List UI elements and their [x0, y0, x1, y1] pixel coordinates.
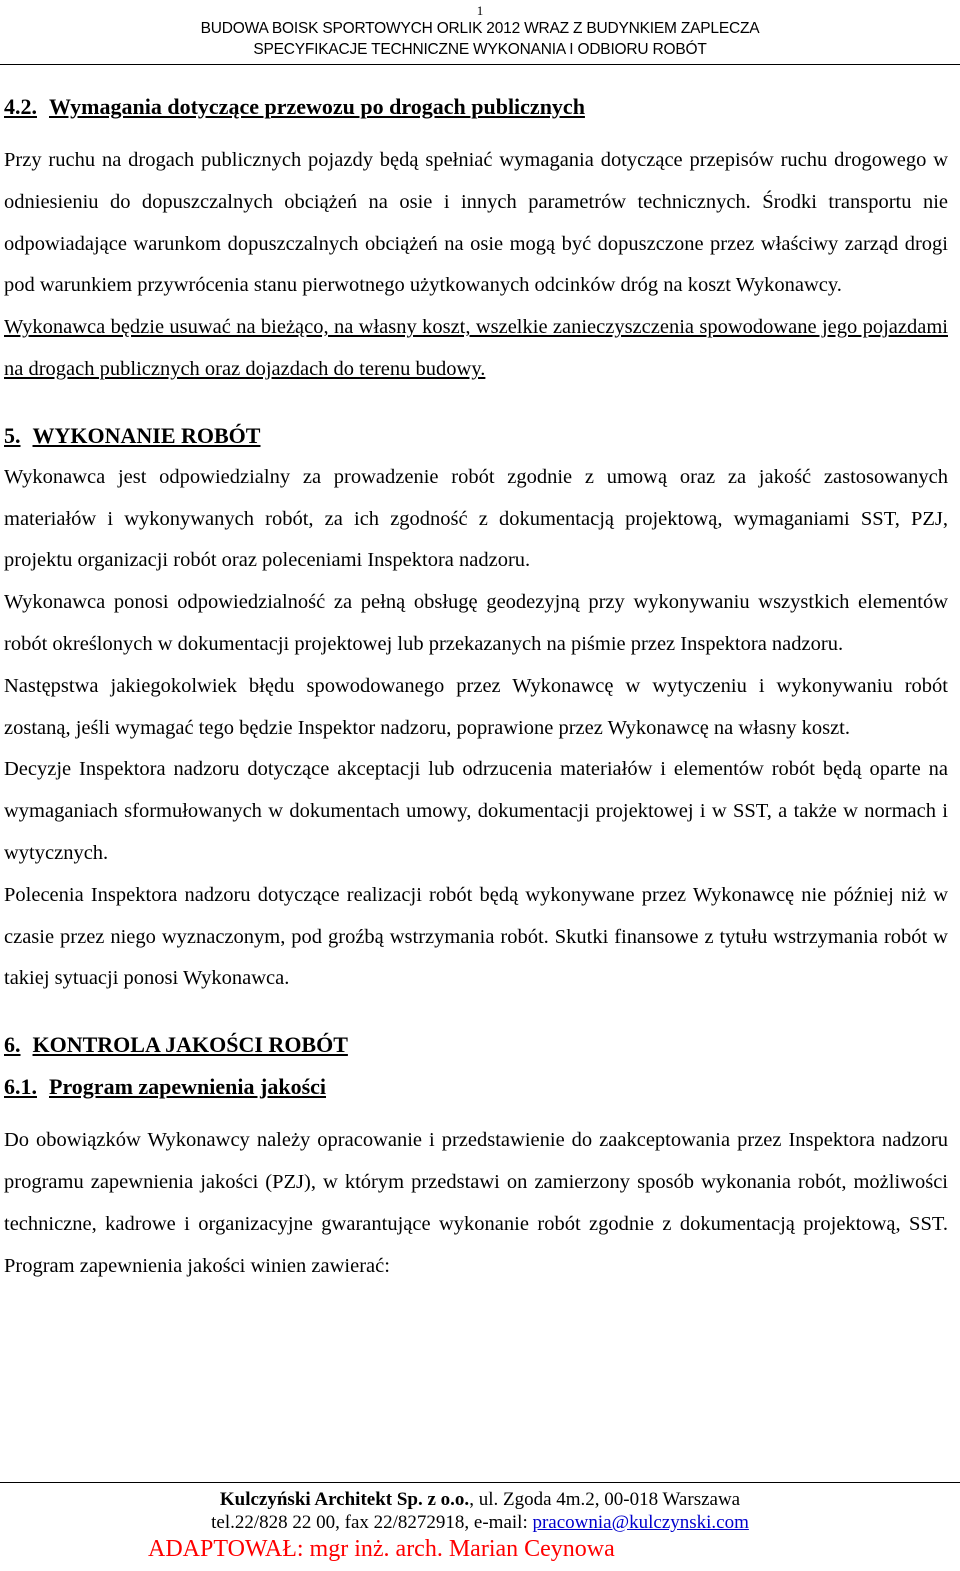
document-body — [4, 86, 948, 1287]
heading-6-1 — [4, 1066, 948, 1108]
heading-5-number: 5. — [4, 422, 21, 448]
footer-company-line — [0, 1483, 960, 1511]
paragraph-5-5: Polecenia Inspektora nadzoru dotyczące realizacji robót będą wykonywane przez Wykonawcę nie później niż w czasie przez niego wyznaczonym, pod groźbą wstrzymania robót. Skutki finansowe z tytułu wstrzymania robót w takiej sytuacji ponosi Wykonawca. — [4, 883, 948, 990]
paragraph-5-2: Wykonawca ponosi odpowiedzialność za pełną obsługę geodezyjną przy wykonywaniu wszystkich elementów robót określonych w dokumentacji projektowej lub przekazanych na piśmie przez Inspektora nadzoru. — [4, 591, 948, 655]
header-spec-title: SPECYFIKACJE TECHNICZNE WYKONANIA I ODBIORU ROBÓT — [253, 41, 707, 58]
footer-address: , ul. Zgoda 4m.2, 00-018 Warszawa — [469, 1489, 741, 1510]
footer-company: Kulczyński Architekt Sp. z o.o. — [219, 1489, 470, 1510]
paragraph-4-2-2: Wykonawca będzie usuwać na bieżąco, na własny koszt, wszelkie zanieczyszczenia spowodowane jego pojazdami na drogach publicznych oraz dojazdach do terenu budowy. — [4, 316, 948, 380]
paragraph-5-4: Decyzje Inspektora nadzoru dotyczące akceptacji lub odrzucenia materiałów i elementów robót będą oparte na wymaganiach sformułowanych w dokumentach umowy, dokumentacji projektowej i w SST, a także w normach i wytycznych. — [4, 758, 948, 864]
heading-5 — [4, 415, 948, 457]
footer-email-link[interactable]: pracownia@kulczynski.com — [532, 1512, 749, 1533]
footer-contact-line — [0, 1511, 960, 1534]
heading-4-2 — [4, 86, 948, 128]
page-footer — [0, 1482, 960, 1562]
heading-6-1-title: Program zapewnienia jakości — [49, 1074, 327, 1100]
paragraph-4-2-1: Przy ruchu na drogach publicznych pojazdy będą spełniać wymagania dotyczące przepisów ruchu drogowego w odniesieniu do dopuszczalnych obciążeń na osie i innych parametrów technicznych. Środki transportu nie odpowiadające warunkom dopuszczalnych obciążeń na osie mogą być dopuszczone przez właściwy zarząd drogi pod warunkiem przywrócenia stanu pierwotnego użytkowanych odcinków dróg na koszt Wykonawcy. — [4, 149, 948, 297]
heading-6 — [4, 1024, 948, 1066]
heading-6-title: KONTROLA JAKOŚCI ROBÓT — [32, 1032, 348, 1058]
page-number: 1 — [476, 3, 484, 18]
header-project-title: BUDOWA BOISK SPORTOWYCH ORLIK 2012 WRAZ Z BUDYNKIEM ZAPLECZA — [200, 20, 760, 37]
paragraph-5-3: Następstwa jakiegokolwiek błędu spowodowanego przez Wykonawcę w wytyczeniu i wykonywaniu robót zostaną, jeśli wymagać tego będzie Inspektor nadzoru, poprawione przez Wykonawcę na własny koszt. — [4, 674, 948, 739]
heading-5-title: WYKONANIE ROBÓT — [32, 422, 261, 448]
paragraph-6-1-1: Do obowiązków Wykonawcy należy opracowanie i przedstawienie do zaakceptowania przez Inspektora nadzoru programu zapewnienia jakości (PZJ), w którym przedstawi on zamierzony sposób wykonania robót, możliwości techniczne, kadrowe i organizacyjne gwarantujące wykonanie robót zgodnie z dokumentacją projektową, SST. Program zapewnienia jakości winien zawierać: — [4, 1129, 948, 1277]
paragraph-5-1: Wykonawca jest odpowiedzialny za prowadzenie robót zgodnie z umową oraz za jakość zastosowanych materiałów i wykonywanych robót, za ich zgodność z dokumentacją projektową, wymaganiami SST, PZJ, projektu organizacji robót oraz poleceniami Inspektora nadzoru. — [4, 465, 948, 572]
heading-4-2-number: 4.2. — [4, 94, 37, 119]
footer-contact: tel.22/828 22 00, fax 22/8272918, e-mail: — [211, 1512, 533, 1533]
page-header — [0, 0, 960, 65]
heading-6-1-number: 6.1. — [4, 1074, 37, 1100]
heading-4-2-title: Wymagania dotyczące przewozu po drogach publicznych — [49, 94, 585, 119]
footer-adapted-by: ADAPTOWAŁ: mgr inż. arch. Marian Ceynowa — [148, 1536, 615, 1562]
heading-6-number: 6. — [4, 1032, 21, 1058]
